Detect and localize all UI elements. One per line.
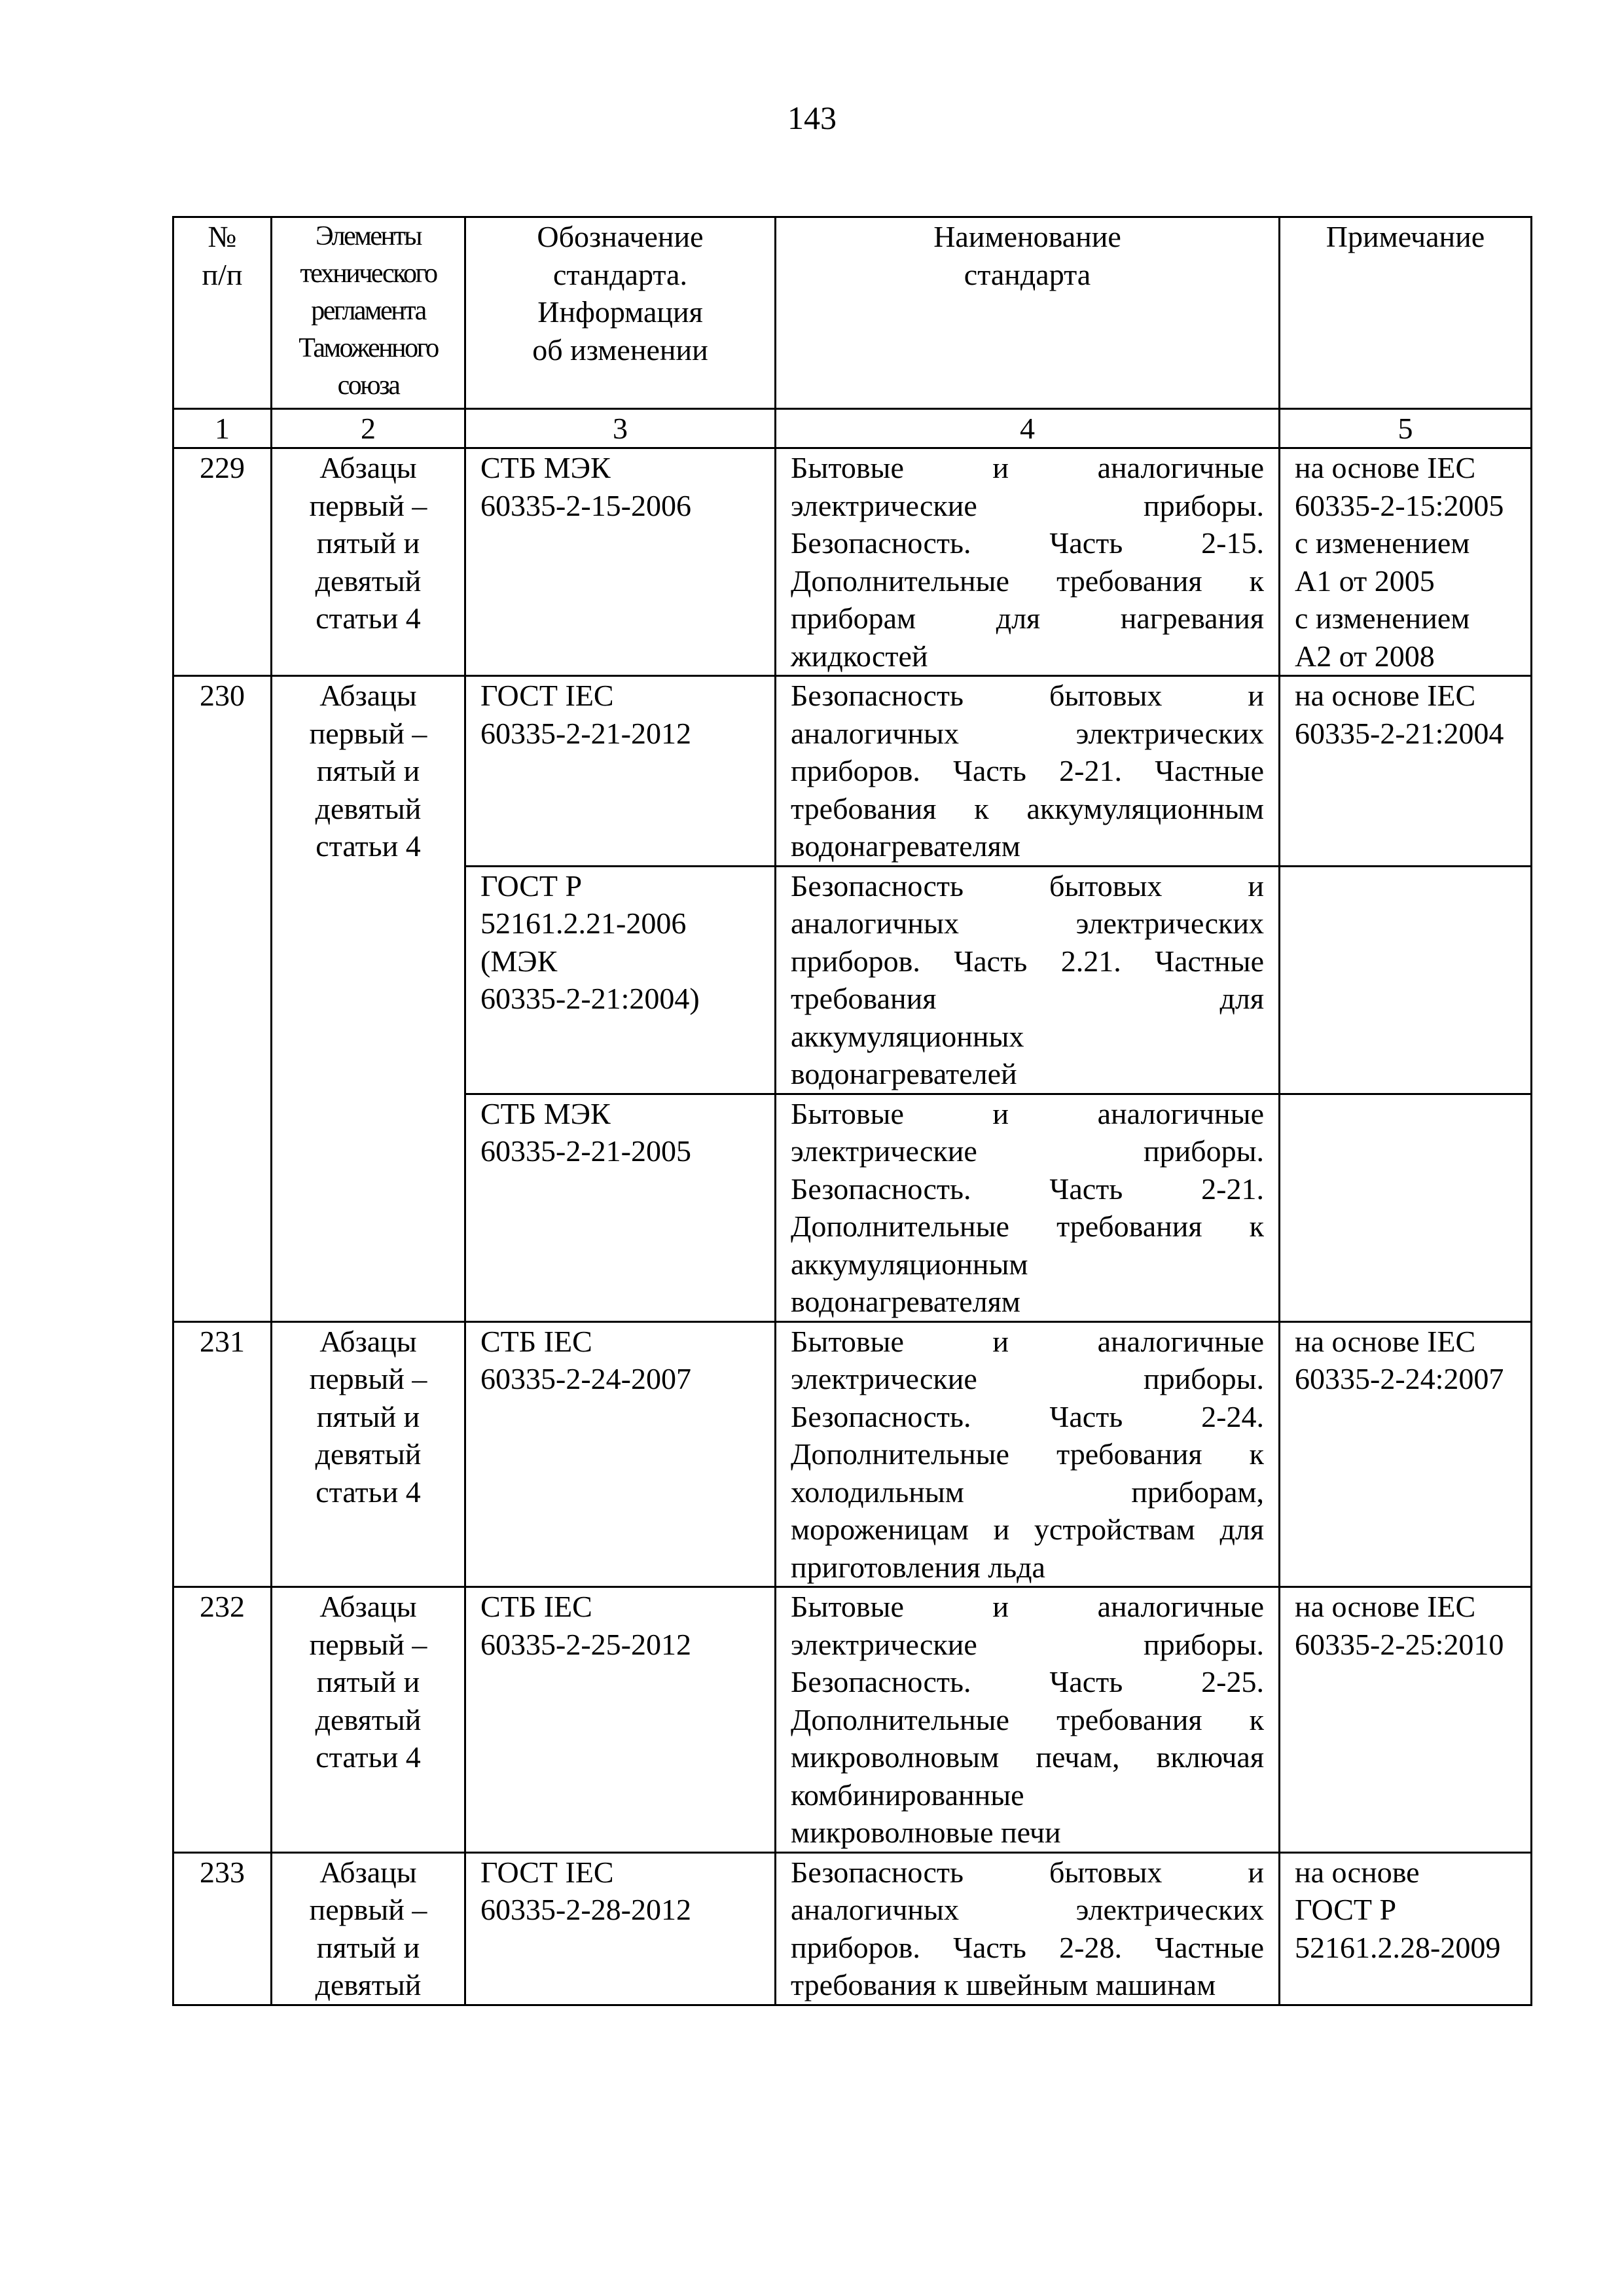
header-designation bbox=[465, 217, 776, 409]
standard-name-line: электрические приборы. bbox=[791, 1627, 1264, 1661]
standard-name-line: требования к швейным машинам bbox=[791, 1968, 1216, 2001]
designation-line: СТБ IEC bbox=[480, 1324, 592, 1358]
regulation-element-line: девятый bbox=[315, 1702, 422, 1736]
note-line: 60335-2-24:2007 bbox=[1295, 1362, 1504, 1395]
regulation-element-line: пятый и bbox=[316, 1399, 420, 1433]
header-line: регламента bbox=[311, 296, 425, 326]
standard-name-cell bbox=[776, 1852, 1280, 2005]
regulation-element-line: первый – bbox=[309, 1627, 427, 1661]
designation-line: СТБ МЭК bbox=[480, 1096, 611, 1130]
column-number: 2 bbox=[272, 409, 465, 448]
standard-name-cell bbox=[776, 1587, 1280, 1853]
note-line: на основе IEC bbox=[1295, 451, 1476, 484]
note-line: 60335-2-25:2010 bbox=[1295, 1627, 1504, 1661]
standard-name-line: приборам для нагревания bbox=[791, 601, 1264, 635]
standards-table bbox=[172, 216, 1532, 2006]
note-cell bbox=[1280, 1321, 1532, 1587]
table-row bbox=[173, 676, 1532, 867]
regulation-element-line: Абзацы bbox=[319, 451, 417, 484]
standard-name-line: электрические приборы. bbox=[791, 1134, 1264, 1168]
regulation-element-line: пятый и bbox=[316, 526, 420, 560]
standard-name-line: аналогичных электрических bbox=[791, 1893, 1264, 1926]
standard-name-line: электрические приборы. bbox=[791, 488, 1264, 522]
header-num bbox=[173, 217, 272, 409]
standard-name-line: Дополнительные требования к bbox=[791, 564, 1264, 598]
standard-name-line: жидкостей bbox=[791, 639, 928, 673]
regulation-element-line: Абзацы bbox=[319, 679, 417, 712]
regulation-element-line: статьи 4 bbox=[316, 1475, 421, 1509]
standard-name-line: микроволновым печам, включая bbox=[791, 1740, 1264, 1774]
designation-line: ГОСТ IEC bbox=[480, 679, 614, 712]
column-number: 5 bbox=[1280, 409, 1532, 448]
standard-name-line: Бытовые и аналогичные bbox=[791, 451, 1264, 484]
regulation-element-line: статьи 4 bbox=[316, 829, 421, 863]
standard-designation-cell bbox=[465, 1094, 776, 1321]
standard-name-cell bbox=[776, 448, 1280, 676]
note-cell bbox=[1280, 676, 1532, 867]
standard-name-line: Безопасность бытовых и bbox=[791, 1855, 1264, 1889]
regulation-element-line: девятый bbox=[315, 1968, 422, 2001]
note-cell bbox=[1280, 1587, 1532, 1853]
regulation-element-line: пятый и bbox=[316, 754, 420, 787]
standard-name-line: Безопасность. Часть 2-21. bbox=[791, 1172, 1264, 1206]
standard-name-line: Безопасность. Часть 2-24. bbox=[791, 1399, 1264, 1433]
header-name bbox=[776, 217, 1280, 409]
table-row bbox=[173, 1587, 1532, 1853]
standard-name-line: приборов. Часть 2-28. Частные bbox=[791, 1930, 1264, 1964]
note-line: на основе IEC bbox=[1295, 1324, 1476, 1358]
row-number: 233 bbox=[173, 1852, 272, 2005]
standard-name-line: Дополнительные требования к bbox=[791, 1702, 1264, 1736]
regulation-elements-cell bbox=[272, 1321, 465, 1587]
column-number: 4 bbox=[776, 409, 1280, 448]
standard-name-line: аналогичных электрических bbox=[791, 716, 1264, 750]
standard-name-line: Бытовые и аналогичные bbox=[791, 1590, 1264, 1623]
header-note bbox=[1280, 217, 1532, 409]
header-line: об изменении bbox=[532, 332, 708, 367]
standard-designation-cell bbox=[465, 866, 776, 1094]
note-line: на основе IEC bbox=[1295, 679, 1476, 712]
header-row bbox=[173, 217, 1532, 409]
standard-name-cell bbox=[776, 1321, 1280, 1587]
header-line: стандарта. bbox=[553, 257, 687, 291]
row-number: 231 bbox=[173, 1321, 272, 1587]
header-elements bbox=[272, 217, 465, 409]
header-line: технического bbox=[300, 259, 437, 289]
header-line: Информация bbox=[537, 295, 703, 329]
note-line: с изменением bbox=[1295, 601, 1470, 635]
standard-name-line: комбинированные bbox=[791, 1778, 1024, 1812]
header-line: № bbox=[208, 220, 237, 253]
standard-name-line: водонагревателям bbox=[791, 829, 1020, 863]
standard-name-cell bbox=[776, 1094, 1280, 1321]
standard-name-line: аккумуляционным bbox=[791, 1247, 1028, 1281]
note-cell bbox=[1280, 866, 1532, 1094]
row-number: 229 bbox=[173, 448, 272, 676]
regulation-elements-cell bbox=[272, 676, 465, 1322]
header-line: союза bbox=[337, 370, 399, 401]
table-row bbox=[173, 1852, 1532, 2005]
header-line: Таможенного bbox=[298, 333, 438, 363]
note-cell bbox=[1280, 1094, 1532, 1321]
standard-name-line: приборов. Часть 2-21. Частные bbox=[791, 754, 1264, 787]
standard-name-line: аккумуляционных bbox=[791, 1019, 1024, 1053]
regulation-elements-cell bbox=[272, 1852, 465, 2005]
table-row bbox=[173, 1321, 1532, 1587]
note-line: A1 от 2005 bbox=[1295, 564, 1435, 598]
row-number: 230 bbox=[173, 676, 272, 1322]
page-number: 143 bbox=[787, 99, 837, 136]
regulation-element-line: Абзацы bbox=[319, 1855, 417, 1889]
standard-name-line: Бытовые и аналогичные bbox=[791, 1096, 1264, 1130]
standard-designation-cell bbox=[465, 1321, 776, 1587]
standard-name-line: требования для bbox=[791, 982, 1264, 1015]
note-line: 52161.2.28-2009 bbox=[1295, 1930, 1501, 1964]
standard-designation-cell bbox=[465, 1852, 776, 2005]
designation-line: 60335-2-21-2005 bbox=[480, 1134, 691, 1168]
row-number: 232 bbox=[173, 1587, 272, 1853]
standard-name-line: аналогичных электрических bbox=[791, 906, 1264, 940]
designation-line: 60335-2-28-2012 bbox=[480, 1893, 691, 1926]
regulation-element-line: пятый и bbox=[316, 1930, 420, 1964]
regulation-element-line: статьи 4 bbox=[316, 601, 421, 635]
standard-name-line: Дополнительные требования к bbox=[791, 1437, 1264, 1471]
regulation-element-line: девятый bbox=[315, 564, 422, 598]
standard-name-line: водонагревателей bbox=[791, 1057, 1017, 1090]
note-cell bbox=[1280, 1852, 1532, 2005]
standard-name-line: Безопасность бытовых и bbox=[791, 869, 1264, 903]
standard-name-line: электрические приборы. bbox=[791, 1362, 1264, 1395]
note-line: с изменением bbox=[1295, 526, 1470, 560]
designation-line: СТБ IEC bbox=[480, 1590, 592, 1623]
standard-designation-cell bbox=[465, 1587, 776, 1853]
designation-line: 52161.2.21-2006 bbox=[480, 906, 687, 940]
standard-name-line: приборов. Часть 2.21. Частные bbox=[791, 944, 1264, 978]
note-line: A2 от 2008 bbox=[1295, 639, 1435, 673]
standard-name-line: холодильным приборам, bbox=[791, 1475, 1264, 1509]
regulation-element-line: пятый и bbox=[316, 1665, 420, 1698]
column-number-row bbox=[173, 409, 1532, 448]
regulation-element-line: первый – bbox=[309, 488, 427, 522]
designation-line: ГОСТ IEC bbox=[480, 1855, 614, 1889]
note-line: 60335-2-21:2004 bbox=[1295, 716, 1504, 750]
note-line: 60335-2-15:2005 bbox=[1295, 488, 1504, 522]
standard-name-line: Дополнительные требования к bbox=[791, 1210, 1264, 1243]
standard-name-line: мороженицам и устройствам для bbox=[791, 1513, 1264, 1546]
designation-line: 60335-2-24-2007 bbox=[480, 1362, 691, 1395]
designation-line: 60335-2-21:2004) bbox=[480, 982, 700, 1015]
standard-name-line: требования к аккумуляционным bbox=[791, 791, 1264, 825]
regulation-element-line: девятый bbox=[315, 1437, 422, 1471]
table-body bbox=[173, 409, 1532, 2005]
regulation-element-line: Абзацы bbox=[319, 1590, 417, 1623]
designation-line: (МЭК bbox=[480, 944, 558, 978]
table-row bbox=[173, 448, 1532, 676]
designation-line: ГОСТ Р bbox=[480, 869, 583, 903]
regulation-element-line: Абзацы bbox=[319, 1324, 417, 1358]
regulation-elements-cell bbox=[272, 448, 465, 676]
regulation-elements-cell bbox=[272, 1587, 465, 1853]
note-line: на основе IEC bbox=[1295, 1590, 1476, 1623]
designation-line: 60335-2-21-2012 bbox=[480, 716, 691, 750]
standard-name-line: микроволновые печи bbox=[791, 1816, 1061, 1849]
regulation-element-line: первый – bbox=[309, 1893, 427, 1926]
regulation-element-line: первый – bbox=[309, 1362, 427, 1395]
standard-name-line: водонагревателям bbox=[791, 1285, 1020, 1318]
regulation-element-line: статьи 4 bbox=[316, 1740, 421, 1774]
standard-designation-cell bbox=[465, 448, 776, 676]
header-line: Наименование bbox=[933, 220, 1121, 253]
standard-designation-cell bbox=[465, 676, 776, 867]
header-line: Примечание bbox=[1326, 220, 1485, 253]
standard-name-line: Бытовые и аналогичные bbox=[791, 1324, 1264, 1358]
standard-name-cell bbox=[776, 676, 1280, 867]
note-line: на основе bbox=[1295, 1855, 1420, 1889]
standard-name-line: Безопасность бытовых и bbox=[791, 679, 1264, 712]
standard-name-cell bbox=[776, 866, 1280, 1094]
header-line: Элементы bbox=[315, 221, 422, 251]
note-line: ГОСТ Р bbox=[1295, 1893, 1397, 1926]
column-number: 1 bbox=[173, 409, 272, 448]
standard-name-line: Безопасность. Часть 2-15. bbox=[791, 526, 1264, 560]
header-line: п/п bbox=[202, 257, 243, 291]
regulation-element-line: первый – bbox=[309, 716, 427, 750]
standard-name-line: приготовления льда bbox=[791, 1550, 1045, 1584]
designation-line: 60335-2-15-2006 bbox=[480, 488, 691, 522]
note-cell bbox=[1280, 448, 1532, 676]
designation-line: 60335-2-25-2012 bbox=[480, 1627, 691, 1661]
header-line: стандарта bbox=[964, 257, 1091, 291]
designation-line: СТБ МЭК bbox=[480, 451, 611, 484]
regulation-element-line: девятый bbox=[315, 791, 422, 825]
header-line: Обозначение bbox=[537, 220, 704, 253]
column-number: 3 bbox=[465, 409, 776, 448]
standard-name-line: Безопасность. Часть 2-25. bbox=[791, 1665, 1264, 1698]
